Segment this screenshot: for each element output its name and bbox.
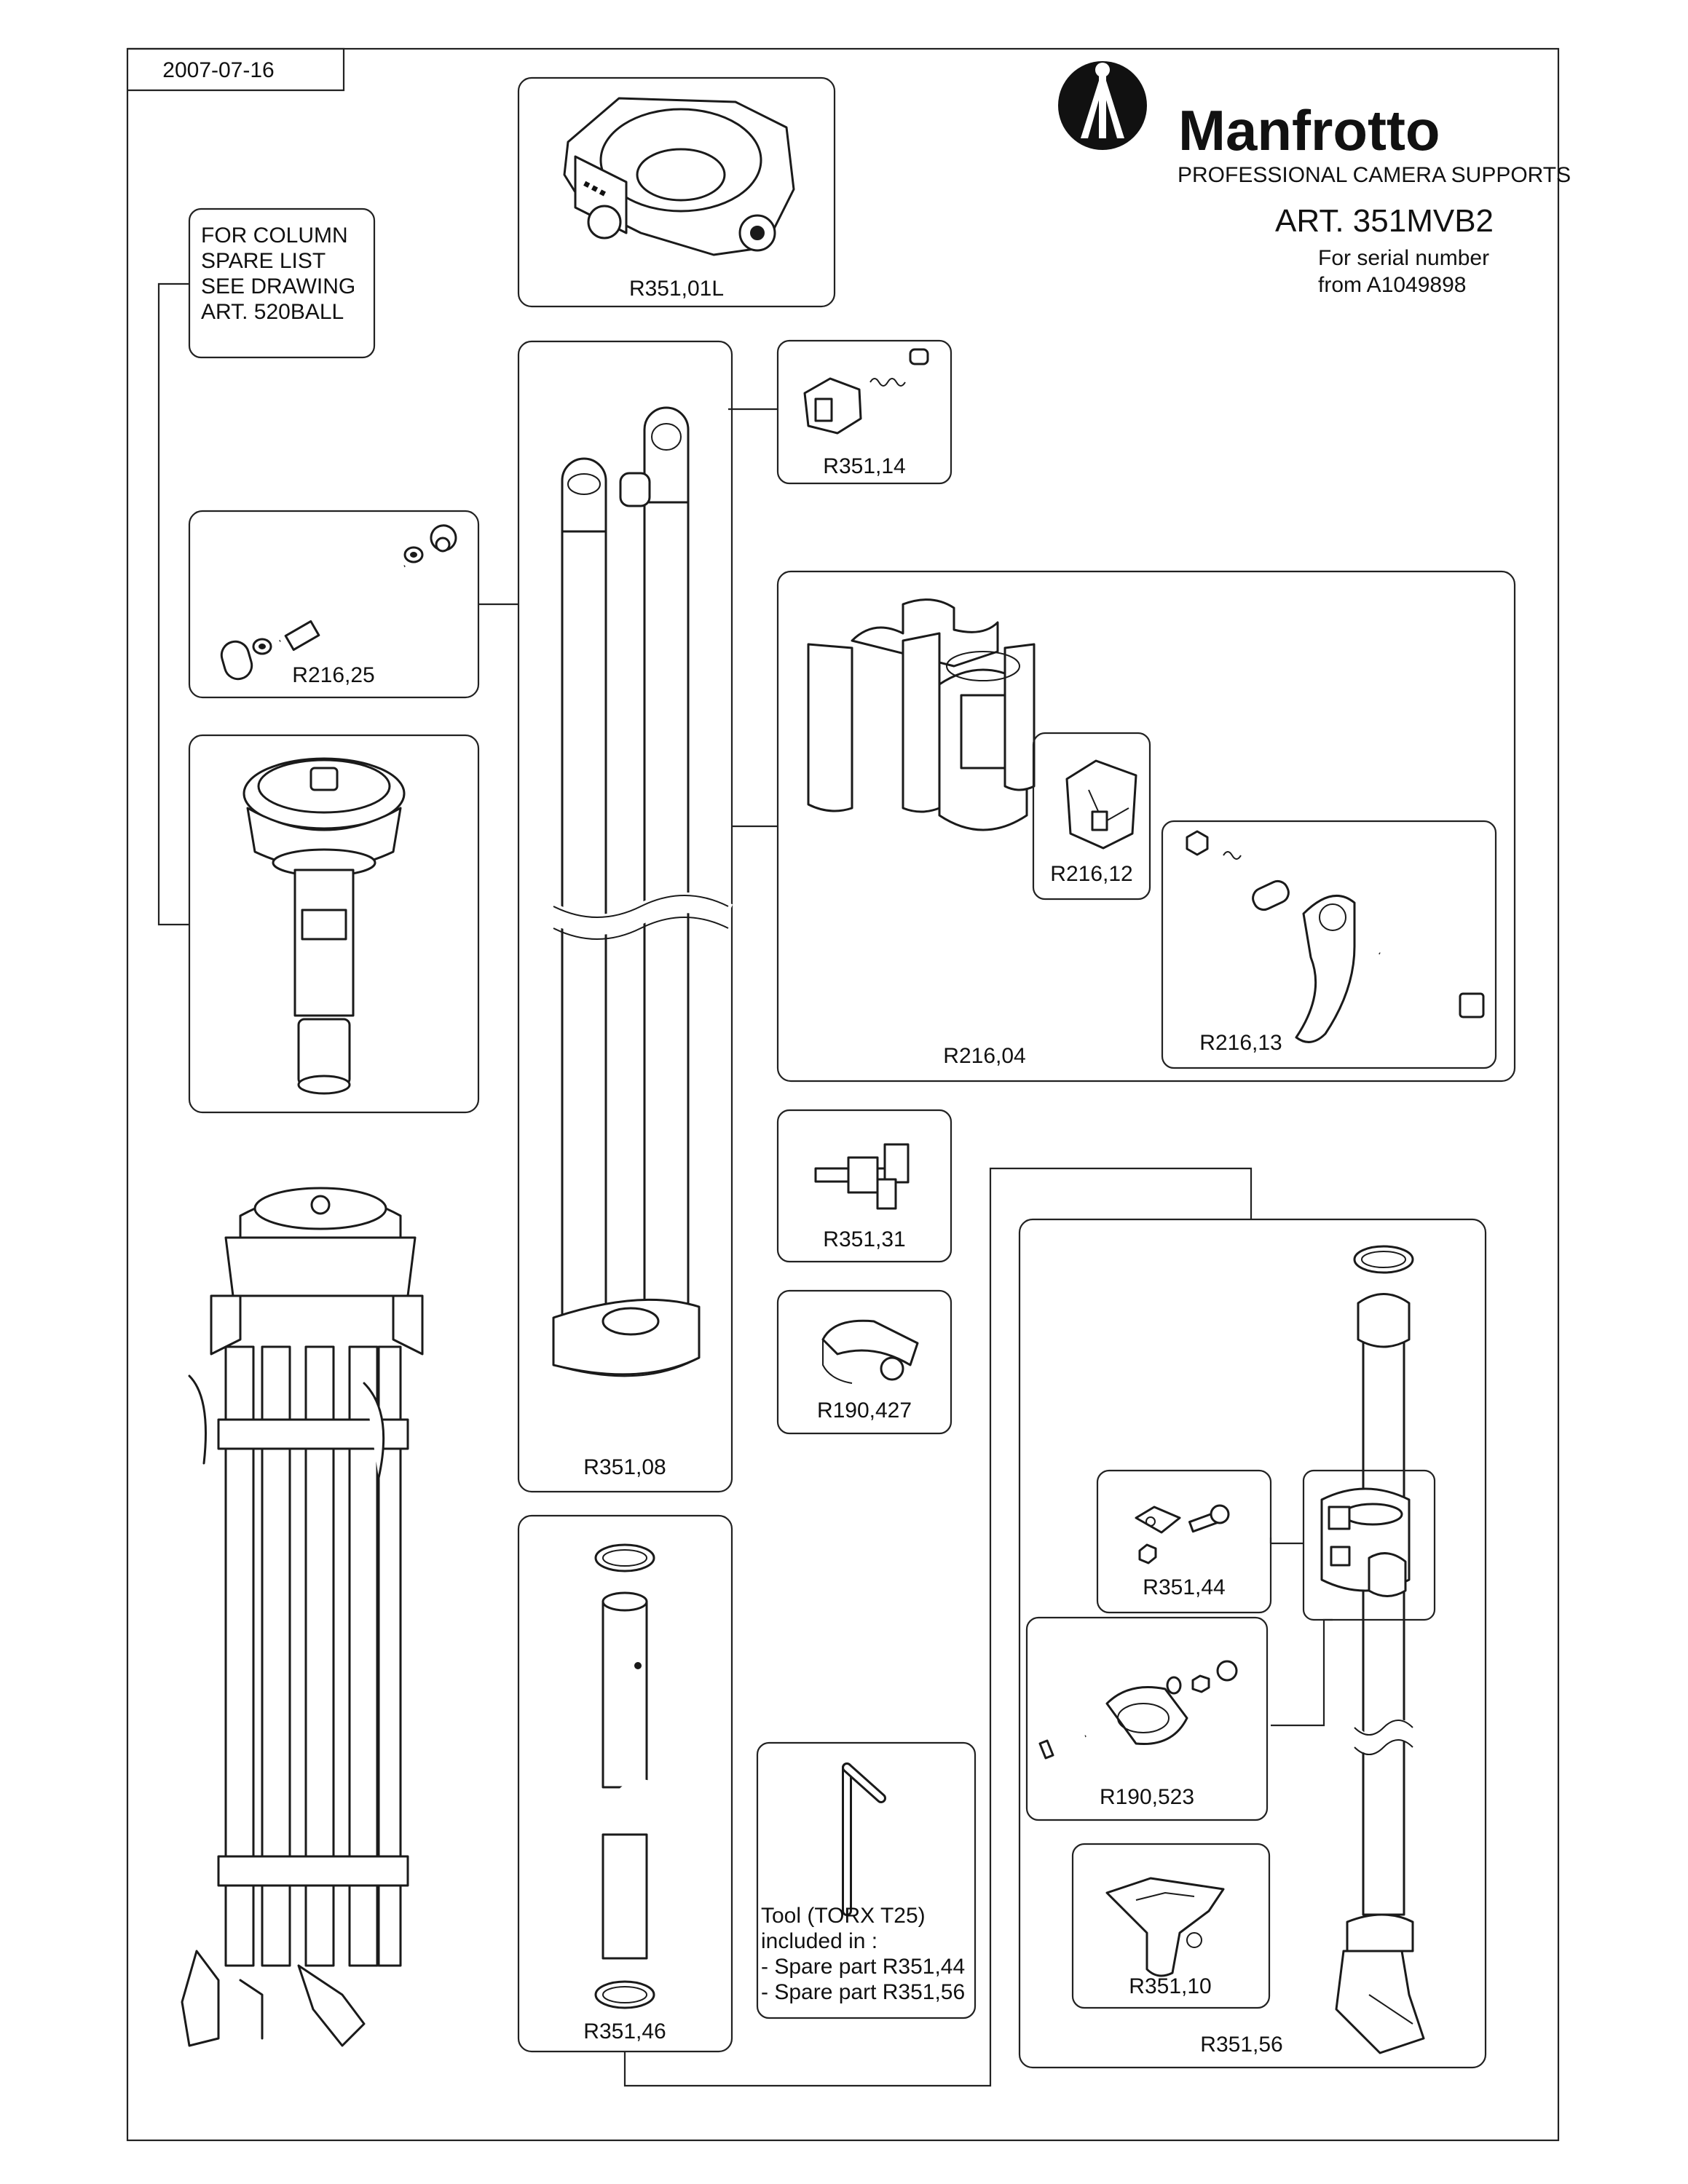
leg-tubes-illustration xyxy=(553,408,728,1376)
spike-foot-illustration xyxy=(1107,1878,1223,1976)
column-note-line2: SPARE LIST xyxy=(201,249,326,273)
part-label-r351-08: R351,08 xyxy=(583,1455,666,1479)
lower-leg-assembly-illustration xyxy=(1336,1246,1424,2053)
part-label-r351-56: R351,56 xyxy=(1200,2033,1283,2057)
part-label-r216-13: R216,13 xyxy=(1199,1031,1282,1055)
serial-note-line1: For serial number xyxy=(1318,246,1490,270)
part-label-r216-25: R216,25 xyxy=(292,663,375,687)
tool-line2: included in : xyxy=(761,1929,878,1953)
article-number: ART. 351MVB2 xyxy=(1275,203,1494,239)
leg-bolt-set-illustration xyxy=(221,526,456,679)
column-note-line3: SEE DRAWING xyxy=(201,274,356,298)
column-note-line4: ART. 520BALL xyxy=(201,300,344,324)
latch-block-illustration xyxy=(816,1144,908,1208)
leg-lock-clamp-illustration xyxy=(808,600,1034,830)
drawing-date: 2007-07-16 xyxy=(162,58,275,82)
leg-lock-collar-illustration xyxy=(1322,1489,1409,1597)
part-label-r351-44: R351,44 xyxy=(1143,1575,1226,1599)
part-label-r351-10: R351,10 xyxy=(1129,1974,1212,1998)
column-note-line1: FOR COLUMN xyxy=(201,223,348,248)
lever-assembly-illustration xyxy=(1187,831,1483,1042)
part-label-r351-31: R351,31 xyxy=(823,1227,906,1251)
tool-line1: Tool (TORX T25) xyxy=(761,1904,926,1928)
casting-stamp-text: ■ ■ ■ xyxy=(581,177,609,199)
part-label-r190-523: R190,523 xyxy=(1099,1785,1195,1809)
manfrotto-logo-icon xyxy=(1058,61,1147,150)
part-label-r351-14: R351,14 xyxy=(823,454,906,478)
hinge-pin-set-illustration xyxy=(1136,1506,1228,1563)
brand-tagline: PROFESSIONAL CAMERA SUPPORTS xyxy=(1178,163,1571,187)
brand-name: Manfrotto xyxy=(1178,98,1440,162)
part-label-r190-427: R190,427 xyxy=(816,1398,912,1423)
part-box-r351-56 xyxy=(1019,1219,1486,2068)
clamp-ring-illustration xyxy=(823,1321,918,1383)
foot-plate-screw-illustration xyxy=(1040,1661,1237,1758)
part-label-r351-46: R351,46 xyxy=(583,2019,666,2043)
tool-line4: - Spare part R351,56 xyxy=(761,1980,966,2004)
torx-key-icon xyxy=(847,1768,881,1911)
assembled-tripod-illustration xyxy=(182,1188,422,2046)
column-note-leader xyxy=(159,284,189,925)
tool-line3: - Spare part R351,44 xyxy=(761,1955,966,1979)
serial-note-line2: from A1049898 xyxy=(1318,273,1467,297)
part-label-r351-01l: R351,01L xyxy=(628,277,725,301)
center-column-ball-illustration xyxy=(244,759,404,1093)
part-label-r216-04: R216,04 xyxy=(943,1044,1026,1068)
lock-knob-spring-illustration xyxy=(805,349,928,433)
head-casting-illustration xyxy=(564,98,794,255)
lower-tube-illustration xyxy=(596,1545,655,2008)
lock-pad-illustration xyxy=(1067,761,1136,848)
part-label-r216-12: R216,12 xyxy=(1050,862,1133,886)
